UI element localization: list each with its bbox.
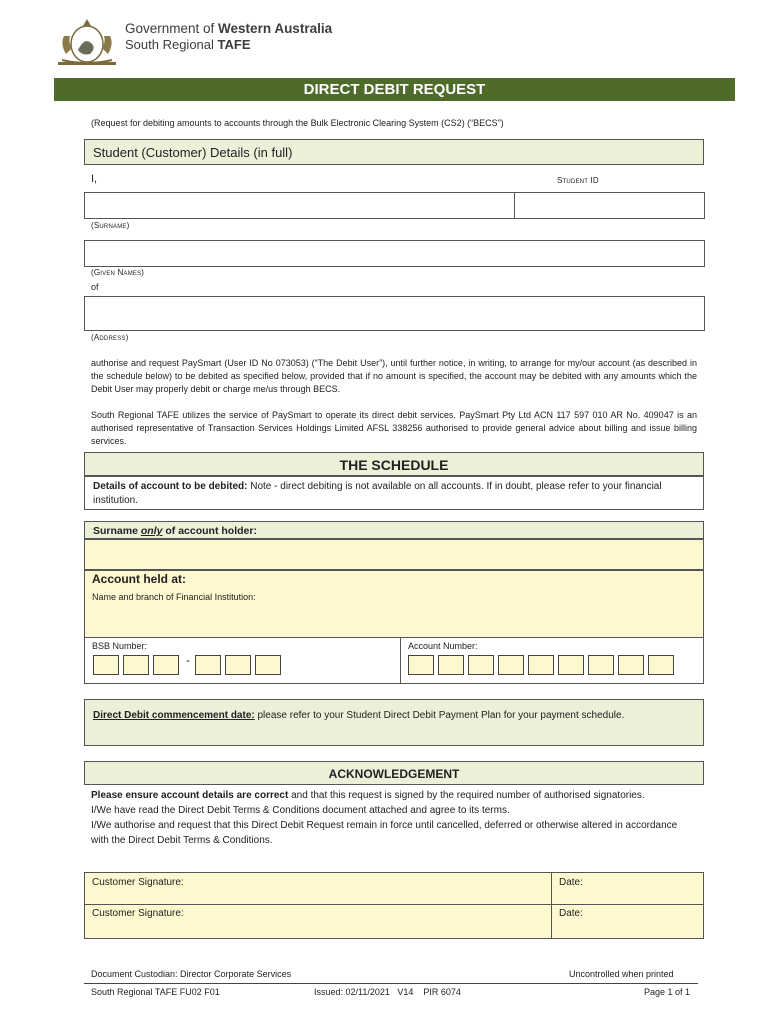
wa-government-crest-icon	[52, 14, 122, 68]
account-holder-surname-input[interactable]	[84, 539, 704, 570]
authorise-paragraph: authorise and request PaySmart (User ID No 073053) (“The Debit User”), until further notice, in writing, to arrange for my/our account (as described in the schedule below) to be debited as specified below, provided that if no amount is specified, the account may be debited with any amounts which the Debit User may properly debit or charge me/us through BECS.	[91, 358, 697, 394]
address-label: (Address)	[91, 333, 129, 342]
i-label: I,	[91, 173, 98, 185]
bsb-digits-group-2	[195, 655, 285, 680]
institution-label: Name and branch of Financial Institution:	[92, 592, 256, 602]
student-id-input[interactable]	[514, 192, 705, 219]
student-id-label: Student ID	[557, 176, 599, 185]
account-digit-input[interactable]	[498, 655, 524, 675]
account-details-note: Details of account to be debited: Note - direct debiting is not available on all accounts. If in doubt, please refer to your financial institution.	[84, 476, 704, 510]
paysmart-paragraph: South Regional TAFE utilizes the service of PaySmart to operate its direct debit services. PaySmart Pty Ltd ACN 117 597 010 AR No. 409047 is an authorised representative of Transaction Services Holdings Limited AFSL 338256 authorised to provide general advice about billing and issue billing services.	[91, 410, 697, 446]
bsb-digits-group-1	[93, 655, 183, 680]
bsb-digit-input[interactable]	[195, 655, 221, 675]
account-digit-input[interactable]	[408, 655, 434, 675]
account-digit-input[interactable]	[618, 655, 644, 675]
account-digit-input[interactable]	[528, 655, 554, 675]
organisation-line: South Regional TAFE	[125, 37, 251, 52]
account-number-label: Account Number:	[408, 641, 478, 651]
signature-label: Customer Signature:	[92, 908, 184, 919]
footer-custodian: Document Custodian: Director Corporate Services	[91, 969, 292, 979]
student-details-heading: Student (Customer) Details (in full)	[84, 139, 704, 165]
address-input[interactable]	[84, 296, 705, 331]
bsb-digit-input[interactable]	[255, 655, 281, 675]
account-digit-input[interactable]	[438, 655, 464, 675]
of-label: of	[91, 282, 99, 292]
bsb-digit-input[interactable]	[123, 655, 149, 675]
intro-text: (Request for debiting amounts to accounts through the Bulk Electronic Clearing System (CS2) (“BECS”)	[91, 118, 504, 128]
government-line: Government of Western Australia	[125, 21, 333, 36]
account-digit-input[interactable]	[558, 655, 584, 675]
acknowledgement-text: Please ensure account details are correct and that this request is signed by the required number of authorised signatories. I/We have read the Direct Debit Terms & Conditions document attached and agree to its terms. I/We authorise and request that this Direct Debit Request remain in force until cancelled, deferred or otherwise altered in accordance with the Direct Debit Terms & Conditions.	[91, 790, 678, 846]
surname-input[interactable]	[84, 192, 515, 219]
signature-label: Customer Signature:	[92, 877, 184, 888]
account-number-digits	[408, 655, 678, 680]
footer-page: Page 1 of 1	[644, 987, 691, 997]
bsb-digit-input[interactable]	[225, 655, 251, 675]
schedule-heading: THE SCHEDULE	[84, 452, 704, 476]
page-title-banner: DIRECT DEBIT REQUEST	[54, 78, 735, 101]
bsb-dash: -	[186, 653, 190, 667]
footer-issued: Issued: 02/11/2021 V14 PIR 6074	[314, 987, 461, 997]
footer-doc-code: South Regional TAFE FU02 F01	[91, 987, 220, 997]
account-digit-input[interactable]	[648, 655, 674, 675]
footer-divider	[84, 983, 698, 984]
acknowledgement-heading: ACKNOWLEDGEMENT	[84, 761, 704, 785]
date-label: Date:	[559, 877, 583, 888]
commencement-date-note: Direct Debit commencement date: please refer to your Student Direct Debit Payment Plan for your payment schedule.	[84, 699, 704, 746]
footer-uncontrolled: Uncontrolled when printed	[569, 969, 674, 979]
surname-label: (Surname)	[91, 221, 130, 230]
account-held-at-label: Account held at:	[92, 572, 187, 586]
bsb-label: BSB Number:	[92, 641, 148, 651]
date-label: Date:	[559, 908, 583, 919]
account-digit-input[interactable]	[588, 655, 614, 675]
given-names-label: (Given Names)	[91, 268, 145, 277]
account-holder-surname-heading: Surname only of account holder:	[84, 521, 704, 539]
given-names-input[interactable]	[84, 240, 705, 267]
bsb-digit-input[interactable]	[93, 655, 119, 675]
account-digit-input[interactable]	[468, 655, 494, 675]
bsb-digit-input[interactable]	[153, 655, 179, 675]
